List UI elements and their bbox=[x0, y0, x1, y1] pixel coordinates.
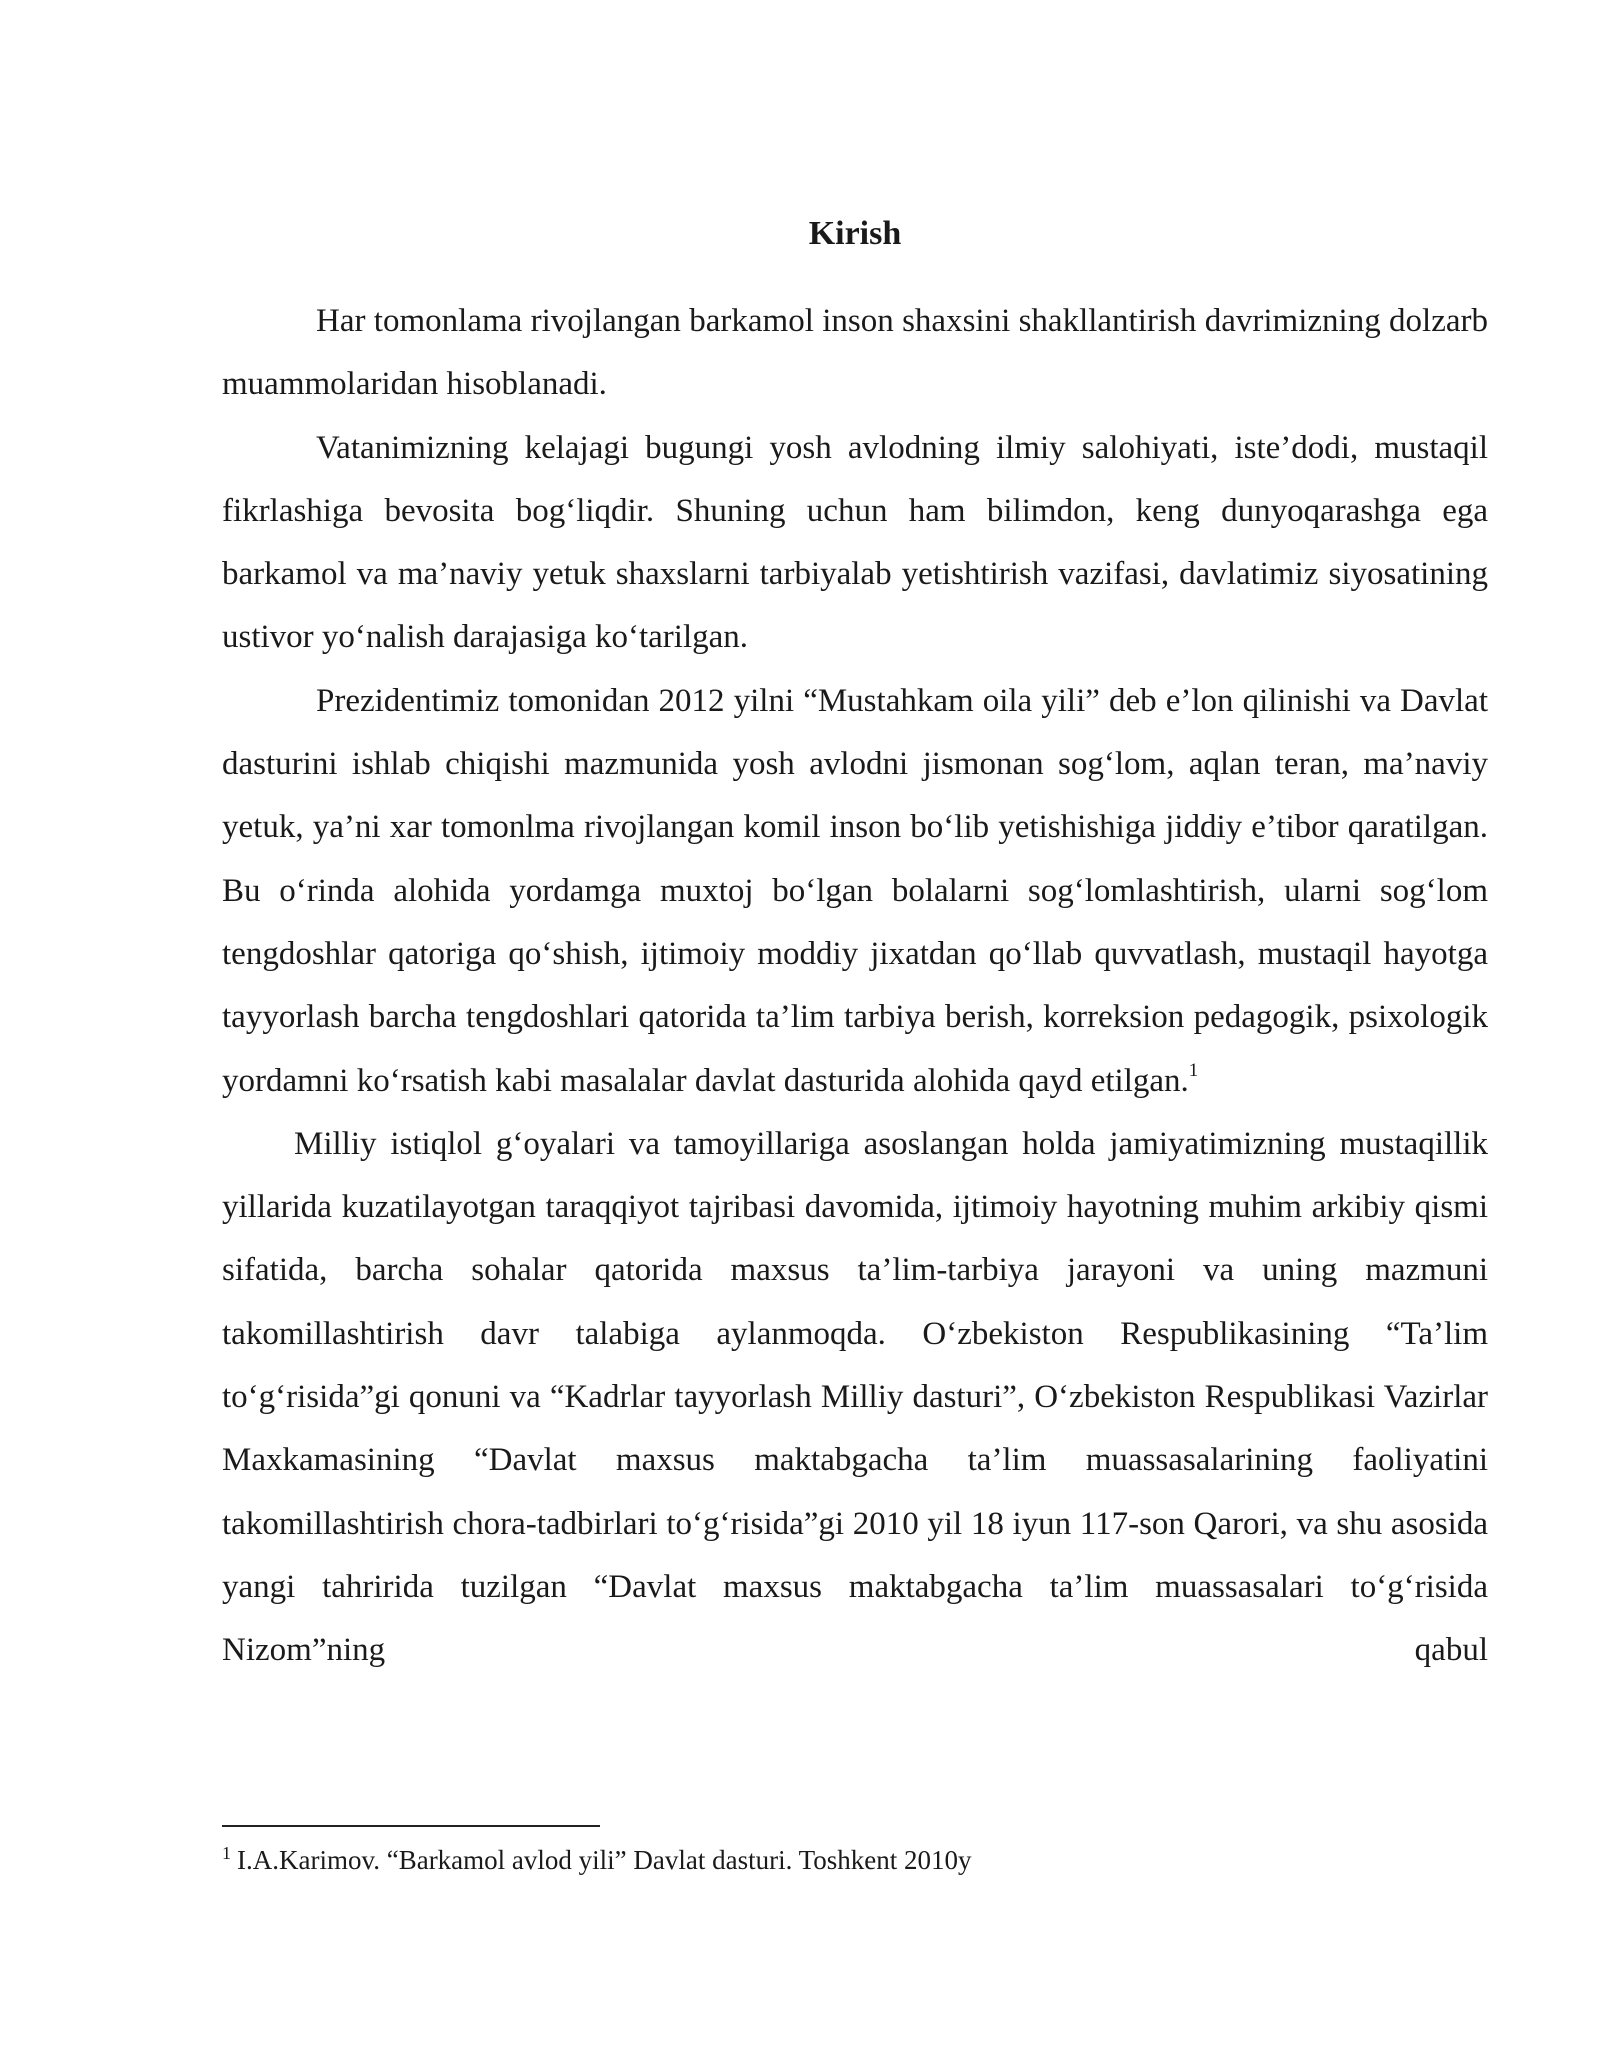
footnote-separator bbox=[222, 1825, 600, 1827]
paragraph-1: Har tomonlama rivojlangan barkamol inson shaxsini shakllantirish davrimizning dolzarb muammolaridan hisoblanadi. bbox=[222, 303, 1488, 403]
footnote-number: 1 bbox=[222, 1843, 231, 1863]
paragraph-3-text: Prezidentimiz tomonidan 2012 yilni “Mustahkam oila yili” deb e’lon qilinishi va Davlat dasturini ishlab chiqishi mazmunida yosh avlodni jismonan sog‘lom, aqlan teran, ma’naviy yetuk, ya’ni xar tomonlma rivojlangan komil inson bo‘lib yetishishiga jiddiy e’tibor qaratilgan. Bu o‘rinda alohida yordamga muxtoj bo‘lgan bolalarni sog‘lomlashtirish, ularni sog‘lom tengdoshlar qatoriga qo‘shish, ijtimoiy moddiy jixatdan qo‘llab quvvatlash, mustaqil hayotga tayyorlash barcha tengdoshlari qatorida ta’lim tarbiya berish, korreksion pedagogik, psixologik yordamni ko‘rsatish kabi masalalar davlat dasturida alohida qayd etilgan. bbox=[222, 682, 1488, 1099]
paragraph-2: Vatanimizning kelajagi bugungi yosh avlodning ilmiy salohiyati, iste’dodi, mustaqil fikrlashiga bevosita bog‘liqdir. Shuning uchun ham bilimdon, keng dunyoqarashga ega barkamol va ma’naviy yetuk shaxslarni tarbiyalab yetishtirish vazifasi, davlatimiz siyosatining ustivor yo‘nalish darajasiga ko‘tarilgan. bbox=[222, 429, 1488, 656]
body-text bbox=[222, 290, 1488, 1683]
paragraph-4: Milliy istiqlol g‘oyalari va tamoyillariga asoslangan holda jamiyatimizning mustaqillik yillarida kuzatilayotgan taraqqiyot tajribasi davomida, ijtimoiy hayotning muhim arkibiy qismi sifatida, barcha sohalar qatorida maxsus ta’lim-tarbiya jarayoni va uning mazmuni takomillashtirish davr talabiga aylanmoqda. O‘zbekiston Respublikasining “Ta’lim to‘g‘risida”gi qonuni va “Kadrlar tayyorlash Milliy dasturi”, O‘zbekiston Respublikasi Vazirlar Maxkamasining “Davlat maxsus maktabgacha ta’lim muassasalarining faoliyatini takomillashtirish chora-tadbirlari to‘g‘risida”gi 2010 yil 18 iyun 117-son Qarori, va shu asosida yangi tahririda tuzilgan “Davlat maxsus maktabgacha ta’lim muassasalari to‘g‘risida Nizom”ning qabul bbox=[222, 1125, 1488, 1669]
footnote bbox=[222, 1840, 1488, 1880]
paragraph-3 bbox=[222, 670, 1488, 1113]
footnote-reference[interactable]: 1 bbox=[1188, 1059, 1199, 1081]
page-title: Kirish bbox=[808, 215, 902, 252]
footnote-text: I.A.Karimov. “Barkamol avlod yili” Davlat dasturi. Toshkent 2010y bbox=[237, 1845, 972, 1875]
